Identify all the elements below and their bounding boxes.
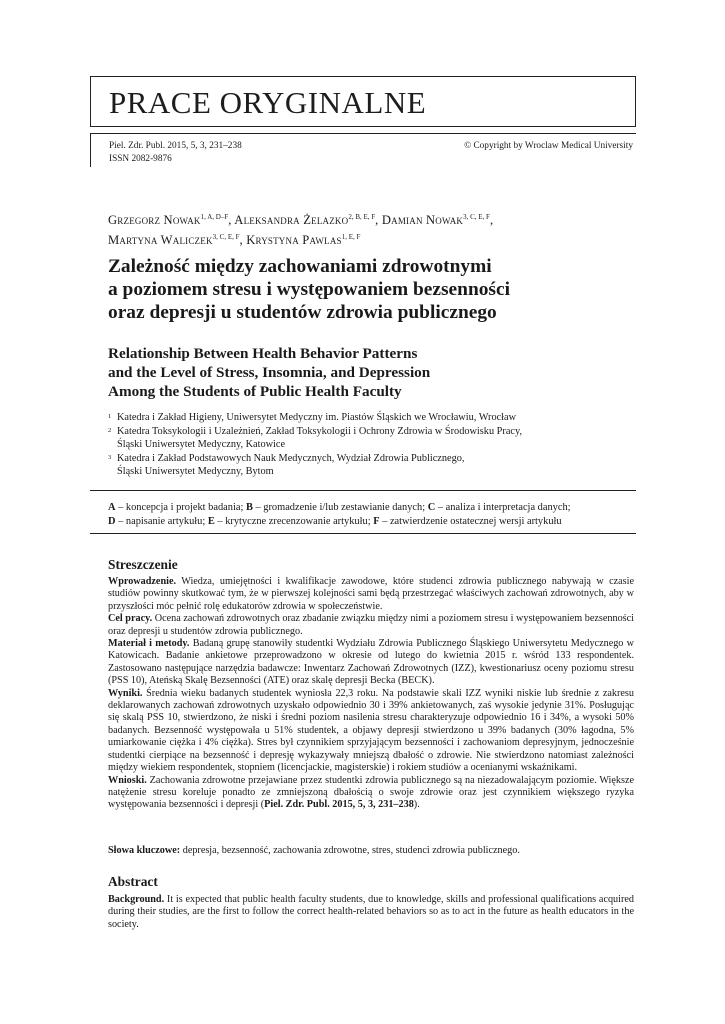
- author: Grzegorz Nowak$^{1, A, D-F}$: [108, 213, 229, 228]
- abstract-heading: Abstract: [108, 874, 158, 889]
- contribution-legend: A – koncepcja i projekt badania; B – gromadzenie i/lub zestawianie danych; C – analiza i interpretacja danych; D – napisanie artykułu; E – krytyczne zrecenzowanie artykułu; F – zatwierdzenie ostatecznej wersji artykułu: [90, 490, 636, 534]
- affiliation-item: 1 Katedra i Zakład Higieny, Uniwersytet Medyczny im. Piastów Śląskich we Wrocławiu, Wrocław: [108, 412, 517, 423]
- streszczenie-body: [108, 576, 634, 812]
- paragraph-methods: Materiał i metody. Badaną grupę stanowiły studentki Wydziału Zdrowia Publicznego Śląskiego Uniwersytetu Medycznego w Katowicach. Badanie ankietowe przeprowadzono w okresie od lutego do kwietnia 2015 r. wśród 133 respondentek. Zastosowano następujące narzędzia badawcze: Inwentarz Zachowań Zdrowotnych (IZZ), kwestionariusz oceny poziomu stresu (PSS 10), Ateńską Skalę Bezsenności (ATE) oraz skalę depresji Becka (BECK).: [108, 638, 635, 687]
- section-title-box: [90, 76, 636, 127]
- citation: Piel. Zdr. Publ. 2015, 5, 3, 231–238: [109, 141, 242, 151]
- section-title: PRACE ORYGINALNE: [109, 85, 427, 120]
- author: Damian Nowak$^{3, C, E, F}$: [381, 213, 490, 228]
- issn: ISSN 2082-9876: [109, 153, 172, 164]
- streszczenie-heading: Streszczenie: [108, 557, 178, 572]
- article-title-polish: Zależność między zachowaniami zdrowotnymi a poziomem stresu i występowaniem bezsenności oraz depresji u studentów zdrowia publicznego: [108, 256, 510, 323]
- citation-block: [109, 140, 242, 165]
- author: Aleksandra Żelazko$^{2, B, E, F}$: [234, 213, 376, 228]
- affiliation-item: 3 Katedra i Zakład Podstawowych Nauk Medycznych, Wydział Zdrowia Publicznego, Śląski Uniwersytet Medyczny, Bytom: [108, 452, 465, 477]
- journal-meta: [90, 133, 636, 167]
- author-list: Grzegorz Nowak$^{1, A, D-F}$, Aleksandra Żelazko$^{2, B, E, F}$, Damian Nowak$^{3, C, E, F}$, Martyna Waliczek$^{3, C, E, F}$, Krystyna Pawlas$^{1, E, F}$: [108, 213, 494, 248]
- affiliation-item: 2 Katedra Toksykologii i Uzależnień, Zakład Toksykologii i Ochrony Zdrowia w Środowisku Pracy, Śląski Uniwersytet Medyczny, Katowice: [108, 425, 523, 450]
- abstract-body: [108, 894, 634, 931]
- author: Martyna Waliczek$^{3, C, E, F}$: [108, 233, 240, 248]
- copyright: © Copyright by Wroclaw Medical University: [464, 141, 633, 151]
- paragraph-background: Background. It is expected that public health faculty students, due to knowledge, skills and professional qualifications acquired during their studies, are the first to follow the correct health-related behaviors so as to act in the future as health educators in the society.: [108, 894, 634, 930]
- paragraph-conclusions: Wnioski. Zachowania zdrowotne przejawiane przez studentki zdrowia publicznego są na niezadowalającym poziomie. Większe natężenie stresu koreluje ponadto ze zmniejszoną dbałością o swoje zdrowie oraz jest czynnikiem większego ryzyka występowania bezsenności i depresji (Piel. Zdr. Publ. 2015, 5, 3, 231–238).: [108, 774, 634, 811]
- author: Krystyna Pawlas$^{1, E, F}$: [246, 233, 361, 248]
- article-title-english: Relationship Between Health Behavior Patterns and the Level of Stress, Insomnia, and Depression Among the Students of Public Health Faculty: [108, 345, 431, 400]
- affiliations: [108, 411, 628, 479]
- keywords: Słowa kluczowe: depresja, bezsenność, zachowania zdrowotne, stres, studenci zdrowia publicznego.: [108, 845, 520, 856]
- paragraph-aim: Cel pracy. Ocena zachowań zdrowotnych oraz zbadanie związku między nimi a poziomem stresu i występowaniem bezsenności oraz depresji u studentów zdrowia publicznego.: [108, 613, 635, 637]
- paragraph-results: Wyniki. Średnia wieku badanych studentek wyniosła 22,3 roku. Na podstawie skali IZZ wyniki niskie lub średnie z zakresu deklarowanych zachowań zdrowotnych uzyskało odpowiednio 30 i 39% ankietowanych, zaś wysokie jedynie 31%. Posługując się skalą PSS 10, stwierdzono, że niski i średni poziom nasilenia stresu charakteryzuje odpowiednio 16 i 34%, a wysoki 50% badanych. Bezsenność występowała u 51% studentek, a objawy depresji stwierdzono u 39% badanych (30% łagodna, 5% umiarkowanie ciężka i 4% ciężka). Stres był czynnikiem sprzyjającym bezsenności i zachowaniom depresyjnym, jednocześnie studentki cierpiące na bezsenność i depresję wykazywały mniejszą dbałość o zdrowie. Nie stwierdzono natomiast zależności między wiekiem respondentek, stopniem (licencjackie, magisterskie) i rokiem studiów a ocenianymi wskaźnikami.: [108, 687, 634, 774]
- paragraph-introduction: Wprowadzenie. Wiedza, umiejętności i kwalifikacje zawodowe, które studenci zdrowia publicznego nabywają w czasie studiów powinny skutkować tym, że w pierwszej kolejności sami będą przestrzegać właściwych zachowań zdrowotnych, aby w przyszłości móc pełnić rolę edukatorów zdrowia w społeczeństwie.: [108, 576, 634, 612]
